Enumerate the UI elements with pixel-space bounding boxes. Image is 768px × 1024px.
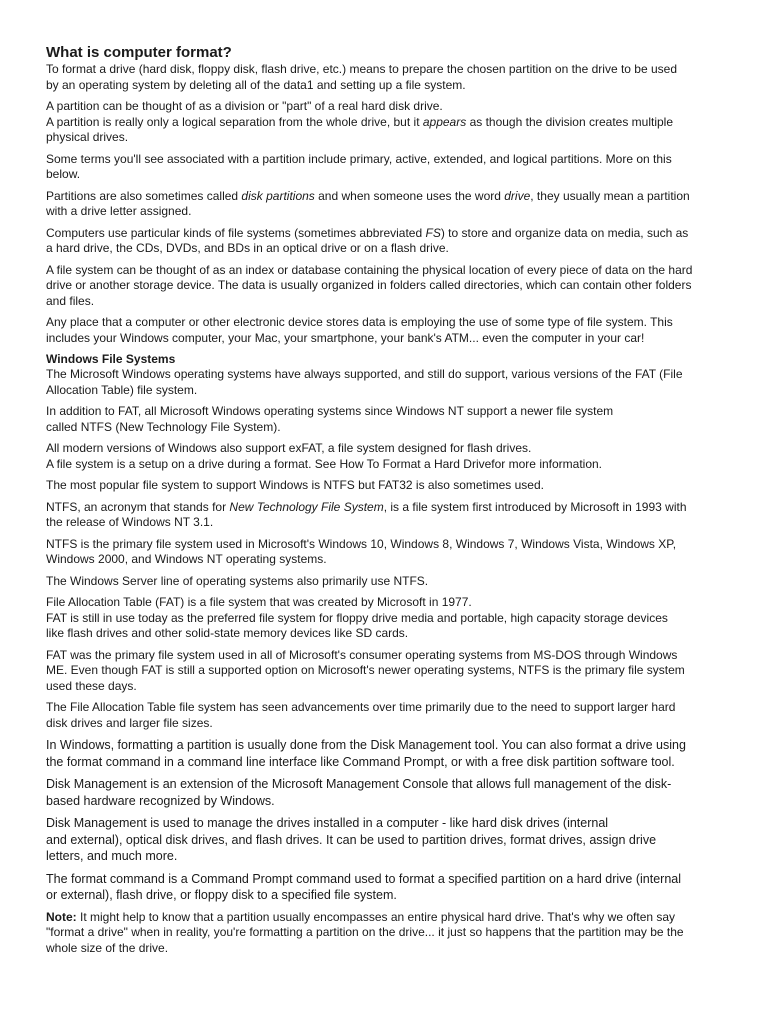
paragraph-note: Note: It might help to know that a partition usually encompasses an entire physical hard drive. That's why we often say "format a drive" when in reality, you're formatting a partition on the drive... it just so happens that the partition may be the whole size of the drive.: [46, 909, 684, 955]
paragraph-server: The Windows Server line of operating systems also primarily use NTFS.: [46, 573, 429, 588]
note-label: Note:: [46, 909, 77, 924]
paragraph-partition: A partition can be thought of as a division or "part" of a real hard disk drive. A partition is really only a logical separation from the whole drive, but it appears as though the division creates multiple physical drives.: [46, 99, 674, 144]
page-title: What is computer format?: [46, 44, 232, 61]
paragraph-disk-partitions: Partitions are also sometimes called disk partitions and when someone uses the word drive, they usually mean a partition with a drive letter assigned.: [46, 188, 690, 218]
paragraph-disk-management: Disk Management is an extension of the Microsoft Management Console that allows full management of the disk- based hardware recognized by Windows.: [46, 777, 672, 808]
paragraph-fat-support: The Microsoft Windows operating systems have always supported, and still do support, various versions of the FAT (File Allocation Table) file system.: [46, 367, 683, 397]
paragraph-fat-primary: FAT was the primary file system used in all of Microsoft's consumer operating systems from MS-DOS through Windows ME. Even though FAT is still a supported option on Microsoft's newer operating systems, NTFS is the primary file system used these days.: [46, 647, 685, 693]
paragraph-fat-created: File Allocation Table (FAT) is a file system that was created by Microsoft in 1977. FAT is still in use today as the preferred file system for floppy drive media and portable, high capacity storage devices like flash drives and other solid-state memory devices like SD cards.: [46, 595, 668, 640]
paragraph-file-systems: Computers use particular kinds of file systems (sometimes abbreviated FS) to store and organize data on media, such as a hard drive, the CDs, DVDs, and BDs in an optical drive or on a flash drive.: [46, 225, 689, 255]
paragraph-any-place: Any place that a computer or other electronic device stores data is employing the use of some type of file system. This includes your Windows computer, your Mac, your smartphone, your bank's ATM... even the computer in your car!: [46, 315, 673, 345]
paragraph-format-command: The format command is a Command Prompt command used to format a specified partition on a hard drive (internal or external), flash drive, or floppy disk to a specified file system.: [46, 871, 682, 902]
paragraph-disk-management-use: Disk Management is used to manage the drives installed in a computer - like hard disk drives (internal and external), optical disk drives, and flash drives. It can be used to partition drives, format drives, assign drive letters, and much more.: [46, 816, 657, 863]
paragraph-intro: To format a drive (hard disk, floppy disk, flash drive, etc.) means to prepare the chosen partition on the drive to be used by an operating system by deleting all of the data1 and setting up a file system.: [46, 62, 677, 92]
paragraph-terms: Some terms you'll see associated with a partition include primary, active, extended, and logical partitions. More on this below.: [46, 151, 672, 181]
paragraph-ntfs-primary: NTFS is the primary file system used in Microsoft's Windows 10, Windows 8, Windows 7, Windows Vista, Windows XP, Windows 2000, and Windows NT operating systems.: [46, 536, 677, 566]
paragraph-popular: The most popular file system to support Windows is NTFS but FAT32 is also sometimes used.: [46, 478, 544, 492]
paragraph-ntfs-acronym: NTFS, an acronym that stands for New Technology File System, is a file system first introduced by Microsoft in 1993 with the release of Windows NT 3.1.: [46, 499, 687, 529]
paragraph-windows-formatting: In Windows, formatting a partition is usually done from the Disk Management tool. You can also format a drive using the format command in a command line interface like Command Prompt, or with a free disk partition software tool.: [46, 738, 686, 769]
paragraph-fat-advancements: The File Allocation Table file system has seen advancements over time primarily due to the need to support larger hard disk drives and larger file sizes.: [46, 700, 676, 730]
paragraph-exfat: All modern versions of Windows also support exFAT, a file system designed for flash drives. A file system is a setup on a drive during a format. See How To Format a Hard Drivefor more information.: [46, 441, 603, 471]
paragraph-index: A file system can be thought of as an index or database containing the physical location of every piece of data on the hard drive or another storage device. The data is usually organized in folders called directories, which can contain other folders and files.: [46, 262, 693, 308]
paragraph-ntfs-support: In addition to FAT, all Microsoft Windows operating systems since Windows NT support a newer file system called NTFS (New Technology File System).: [46, 404, 614, 434]
section-heading: Windows File Systems: [46, 352, 176, 366]
